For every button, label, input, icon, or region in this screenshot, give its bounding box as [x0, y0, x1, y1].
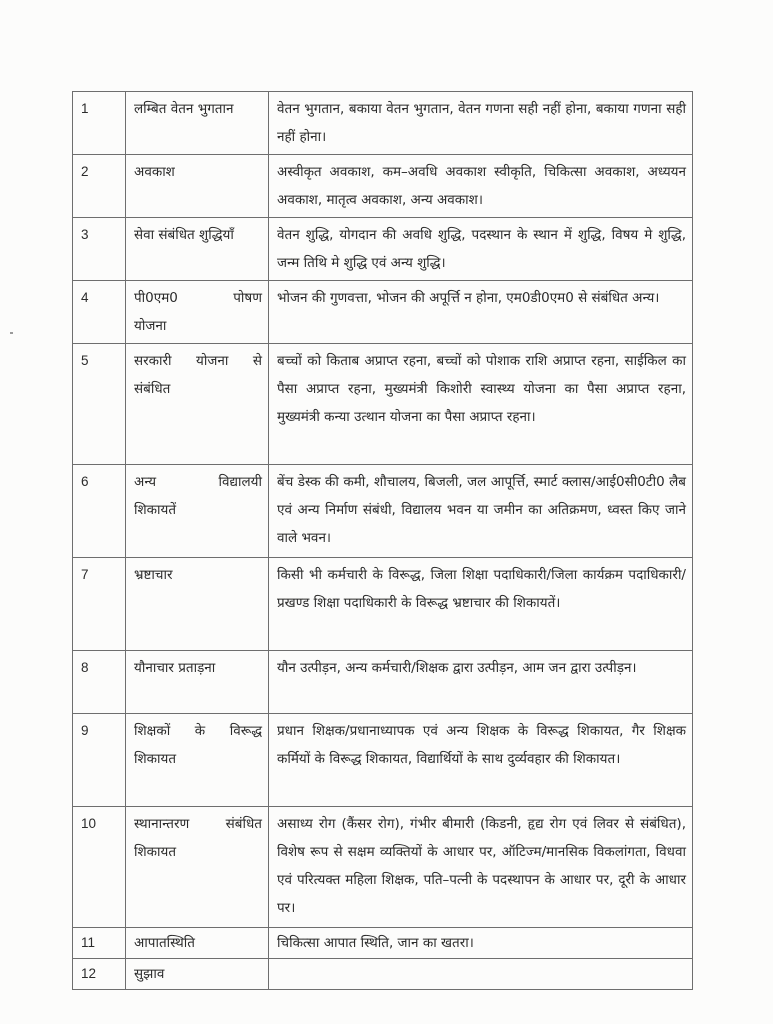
- category-line-1: [134, 284, 262, 312]
- row-number: 11: [73, 928, 126, 959]
- category-cell: भ्रष्टाचार: [126, 558, 269, 651]
- grievance-category-table: [72, 91, 693, 990]
- category-line-2: योजना: [134, 318, 167, 334]
- table-row: [73, 218, 693, 281]
- category-line-2: शिकायतें: [134, 502, 177, 518]
- table-row: [73, 651, 693, 714]
- description-cell: बेंच डेस्क की कमी, शौचालय, बिजली, जल आपूर्त्ति, स्मार्ट क्लास/आई0सी0टी0 लैब एवं अन्य निर्माण संबंधी, विद्यालय भवन या जमीन का अतिक्रमण, ध्वस्त किए जाने वाले भवन।: [269, 465, 693, 558]
- table-row: [73, 92, 693, 155]
- category-word: पी0एम0: [134, 290, 178, 306]
- row-number: 7: [73, 558, 126, 651]
- row-number: 6: [73, 465, 126, 558]
- category-cell: [126, 465, 269, 558]
- category-cell: शिक्षकों के विरूद्ध शिकायत: [126, 714, 269, 807]
- margin-mark: [10, 332, 13, 334]
- category-word: विद्यालयी: [218, 474, 262, 490]
- category-cell: अवकाश: [126, 155, 269, 218]
- description-cell: वेतन भुगतान, बकाया वेतन भुगतान, वेतन गणना सही नहीं होना, बकाया गणना सही नहीं होना।: [269, 92, 693, 155]
- table-row: [73, 155, 693, 218]
- description-cell: यौन उत्पीड़न, अन्य कर्मचारी/शिक्षक द्वारा उत्पीड़न, आम जन द्वारा उत्पीड़न।: [269, 651, 693, 714]
- description-cell: किसी भी कर्मचारी के विरूद्ध, जिला शिक्षा पदाधिकारी/जिला कार्यक्रम पदाधिकारी/प्रखण्ड शिक्षा पदाधिकारी के विरूद्ध भ्रष्टाचार की शिकायतें।: [269, 558, 693, 651]
- row-number: 3: [73, 218, 126, 281]
- category-word: अन्य: [134, 474, 157, 490]
- description-cell: असाध्य रोग (कैंसर रोग), गंभीर बीमारी (किडनी, हृद्य रोग एवं लिवर से संबंधित), विशेष रूप से सक्षम व्यक्तियों के आधार पर, ऑटिज्म/मानसिक विकलांगता, विधवा एवं परित्यक्त महिला शिक्षक, पति–पत्नी के पदस्थापन के आधार पर, दूरी के आधार पर।: [269, 807, 693, 928]
- description-cell: वेतन शुद्धि, योगदान की अवधि शुद्धि, पदस्थान के स्थान में शुद्धि, विषय मे शुद्धि, जन्म तिथि मे शुद्धि एवं अन्य शुद्धि।: [269, 218, 693, 281]
- category-cell: आपातस्थिति: [126, 928, 269, 959]
- table-row: [73, 558, 693, 651]
- description-cell: बच्चों को किताब अप्राप्त रहना, बच्चों को पोशाक राशि अप्राप्त रहना, साईकिल का पैसा अप्राप्त रहना, मुख्यमंत्री किशोरी स्वास्थ्य योजना का पैसा अप्राप्त रहना, मुख्यमंत्री कन्या उत्थान योजना का पैसा अप्राप्त रहना।: [269, 344, 693, 465]
- table-row: [73, 714, 693, 807]
- table-row: [73, 959, 693, 990]
- row-number: 10: [73, 807, 126, 928]
- row-number: 5: [73, 344, 126, 465]
- description-cell: [269, 959, 693, 990]
- description-cell: प्रधान शिक्षक/प्रधानाध्यापक एवं अन्य शिक्षक के विरूद्ध शिकायत, गैर शिक्षक कर्मियों के विरूद्ध शिकायत, विद्यार्थियों के साथ दुर्व्यवहार की शिकायत।: [269, 714, 693, 807]
- category-line-1: [134, 468, 262, 496]
- table-row: [73, 928, 693, 959]
- row-number: 1: [73, 92, 126, 155]
- table-row: [73, 281, 693, 344]
- category-cell: लम्बित वेतन भुगतान: [126, 92, 269, 155]
- category-cell: सरकारी योजना से संबंधित: [126, 344, 269, 465]
- row-number: 8: [73, 651, 126, 714]
- category-word: पोषण: [233, 290, 262, 306]
- category-cell: सुझाव: [126, 959, 269, 990]
- row-number: 2: [73, 155, 126, 218]
- table-row: [73, 465, 693, 558]
- category-cell: स्थानान्तरण संबंधित शिकायत: [126, 807, 269, 928]
- table-row: [73, 807, 693, 928]
- description-cell: चिकित्सा आपात स्थिति, जान का खतरा।: [269, 928, 693, 959]
- description-cell: भोजन की गुणवत्ता, भोजन की अपूर्त्ति न होना, एम0डी0एम0 से संबंधित अन्य।: [269, 281, 693, 344]
- row-number: 9: [73, 714, 126, 807]
- category-cell: यौनाचार प्रताड़ना: [126, 651, 269, 714]
- description-cell: अस्वीकृत अवकाश, कम–अवधि अवकाश स्वीकृति, चिकित्सा अवकाश, अध्ययन अवकाश, मातृत्व अवकाश, अन्य अवकाश।: [269, 155, 693, 218]
- category-cell: सेवा संबंधित शुद्धियाँ: [126, 218, 269, 281]
- table-row: [73, 344, 693, 465]
- row-number: 4: [73, 281, 126, 344]
- category-cell: [126, 281, 269, 344]
- row-number: 12: [73, 959, 126, 990]
